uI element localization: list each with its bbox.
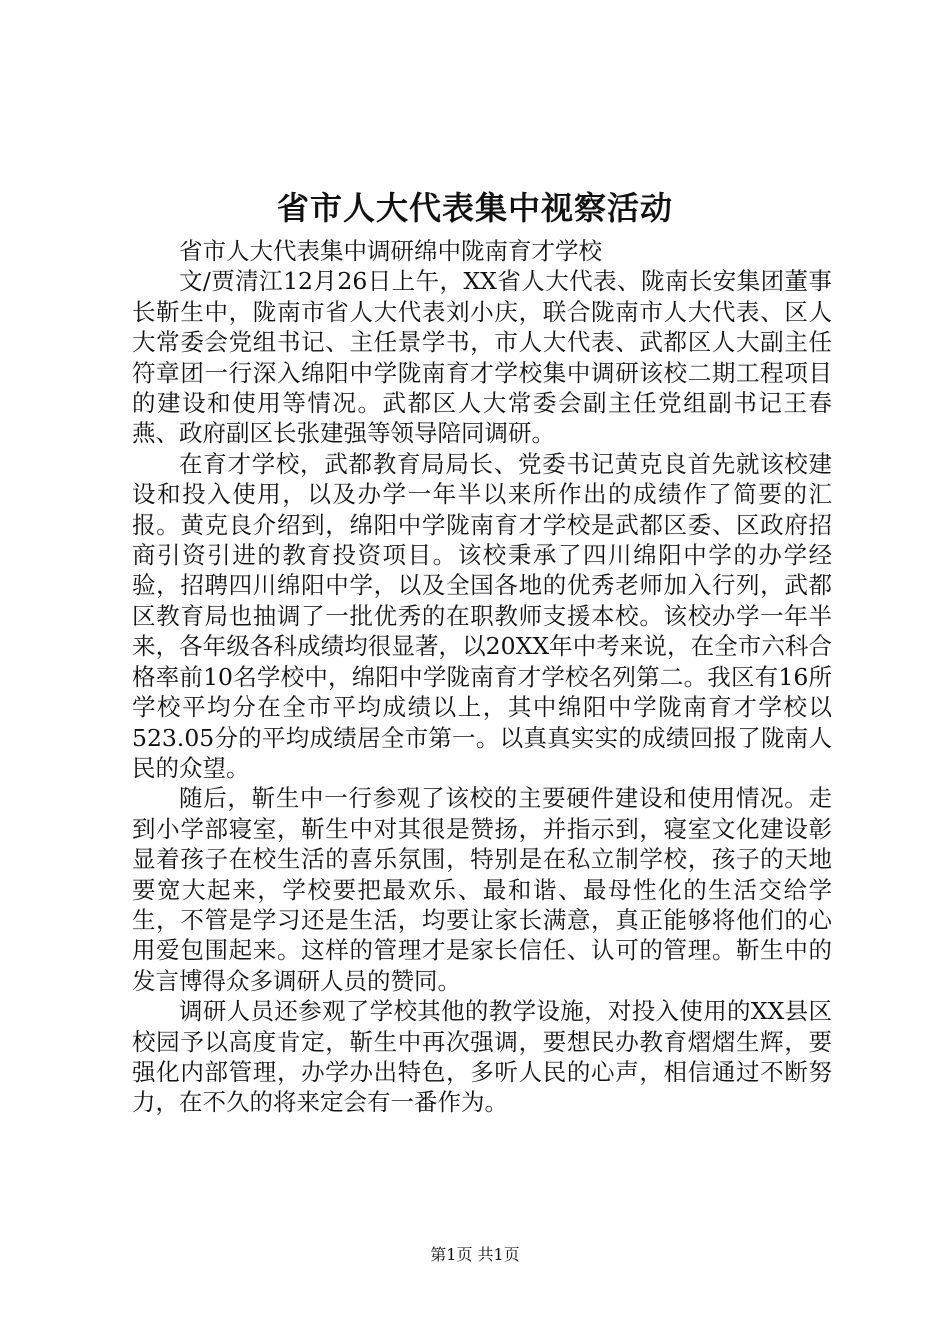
document-body xyxy=(132,236,832,1118)
document-title: 省市人大代表集中视察活动 xyxy=(276,189,673,227)
subtitle-paragraph: 省市人大代表集中调研绵中陇南育才学校 xyxy=(179,237,602,265)
page-number-footer: 第1页 共1页 xyxy=(430,1245,520,1264)
body-paragraph: 在育才学校，武都教育局局长、党委书记黄克良首先就该校建设和投入使用，以及办学一年半以来所作出的成绩作了简要的汇报。黄克良介绍到，绵阳中学陇南育才学校是武都区委、区政府招商引资引进的教育投资项目。该校秉承了四川绵阳中学的办学经验，招聘四川绵阳中学，以及全国各地的优秀老师加入行列，武都区教育局也抽调了一批优秀的在职教师支援本校。该校办学一年半来，各年级各科成绩均很显著，以20XX年中考来说，在全市六科合格率前10名学校中，绵阳中学陇南育才学校名列第二。我区有16所学校平均分在全市平均成绩以上，其中绵阳中学陇南育才学校以523.05分的平均成绩居全市第一。以真真实实的成绩回报了陇南人民的众望。 xyxy=(132,449,832,782)
body-paragraph: 文/贾清江12月26日上午，XX省人大代表、陇南长安集团董事长靳生中，陇南市省人大代表刘小庆，联合陇南市人大代表、区人大常委会党组书记、主任景学书，市人大代表、武都区人大副主任符章团一行深入绵阳中学陇南育才学校集中调研该校二期工程项目的建设和使用等情况。武都区人大常委会副主任党组副书记王春燕、政府副区长张建强等领导陪同调研。 xyxy=(132,267,832,448)
body-paragraph: 调研人员还参观了学校其他的教学设施，对投入使用的XX县区校园予以高度肯定，靳生中再次强调，要想民办教育熠熠生辉，要强化内部管理，办学办出特色，多听人民的心声，相信通过不断努力，在不久的将来定会有一番作为。 xyxy=(132,997,832,1117)
body-paragraph: 随后，靳生中一行参观了该校的主要硬件建设和使用情况。走到小学部寝室，靳生中对其很是赞扬，并指示到，寝室文化建设彰显着孩子在校生活的喜乐氛围，特别是在私立制学校，孩子的天地要宽大起来，学校要把最欢乐、最和谐、最母性化的生活交给学生，不管是学习还是生活，均要让家长满意，真正能够将他们的心用爱包围起来。这样的管理才是家长信任、认可的管理。靳生中的发言博得众多调研人员的赞同。 xyxy=(132,784,832,995)
